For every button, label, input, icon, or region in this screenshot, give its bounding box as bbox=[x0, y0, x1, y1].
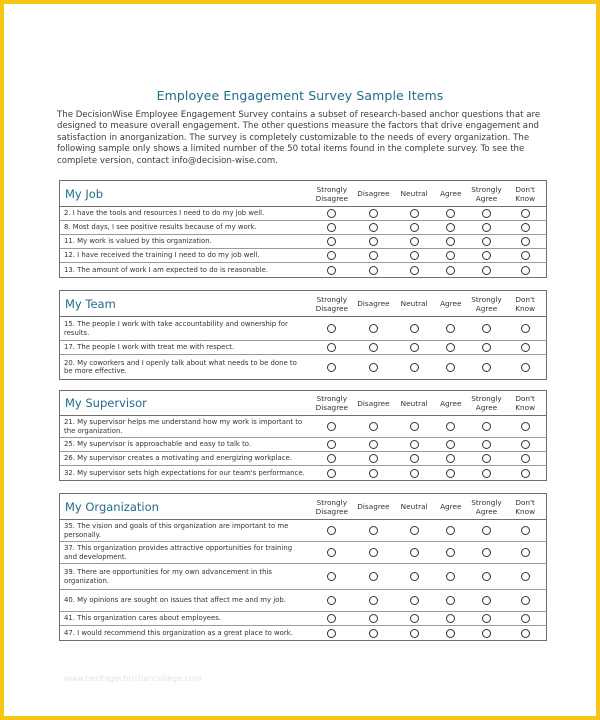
answer-cell bbox=[469, 596, 505, 605]
question-text: 8. Most days, I see positive results because of my work. bbox=[64, 223, 257, 232]
answer-cell bbox=[433, 237, 469, 246]
column-header: Agree bbox=[440, 189, 462, 198]
answer-cell bbox=[395, 237, 433, 246]
radio-option[interactable] bbox=[482, 469, 491, 478]
radio-option[interactable] bbox=[369, 223, 378, 232]
answer-cell bbox=[504, 629, 546, 638]
answer-cell bbox=[395, 548, 433, 557]
radio-option[interactable] bbox=[482, 572, 491, 581]
radio-option[interactable] bbox=[446, 614, 455, 623]
radio-option[interactable] bbox=[482, 251, 491, 260]
question-row bbox=[60, 452, 546, 466]
radio-option[interactable] bbox=[327, 548, 336, 557]
answer-cell bbox=[433, 440, 469, 449]
question-text: 32. My supervisor sets high expectations for our team's performance. bbox=[64, 468, 305, 477]
answer-cell bbox=[504, 596, 546, 605]
radio-option[interactable] bbox=[327, 469, 336, 478]
radio-option[interactable] bbox=[410, 614, 419, 623]
radio-option[interactable] bbox=[410, 469, 419, 478]
answer-cell bbox=[352, 440, 396, 449]
column-header: Strongly Disagree bbox=[315, 294, 349, 313]
radio-option[interactable] bbox=[327, 422, 336, 431]
answer-cell bbox=[469, 324, 505, 333]
question-text: 39. There are opportunities for my own advancement in this organization. bbox=[64, 568, 273, 585]
answer-cell bbox=[433, 614, 469, 623]
radio-option[interactable] bbox=[521, 251, 530, 260]
watermark-text: www.heritagechristiancollege.com bbox=[64, 674, 202, 683]
answer-cell bbox=[395, 526, 433, 535]
answer-cell bbox=[395, 343, 433, 352]
radio-option[interactable] bbox=[369, 440, 378, 449]
question-text: 13. The amount of work I am expected to do is reasonable. bbox=[64, 265, 268, 274]
section-my-organization bbox=[59, 493, 547, 641]
answer-cell bbox=[433, 266, 469, 275]
radio-option[interactable] bbox=[369, 209, 378, 218]
radio-option[interactable] bbox=[369, 324, 378, 333]
answer-cell bbox=[504, 223, 546, 232]
answer-cell bbox=[395, 596, 433, 605]
question-row bbox=[60, 207, 546, 221]
answer-cell bbox=[469, 454, 505, 463]
radio-option[interactable] bbox=[327, 266, 336, 275]
question-row bbox=[60, 221, 546, 235]
question-text: 37. This organization provides attractive opportunities for training and development. bbox=[64, 544, 293, 561]
radio-option[interactable] bbox=[482, 614, 491, 623]
answer-cell bbox=[504, 548, 546, 557]
answer-cell bbox=[504, 209, 546, 218]
radio-option[interactable] bbox=[446, 363, 455, 372]
question-text: 17. The people I work with treat me with respect. bbox=[64, 343, 235, 352]
radio-option[interactable] bbox=[369, 596, 378, 605]
question-text: 11. My work is valued by this organization. bbox=[64, 237, 212, 246]
section-header bbox=[60, 181, 546, 207]
radio-option[interactable] bbox=[446, 237, 455, 246]
question-row bbox=[60, 542, 546, 564]
question-row bbox=[60, 263, 546, 277]
radio-option[interactable] bbox=[410, 266, 419, 275]
answer-cell bbox=[433, 343, 469, 352]
section-title: My Organization bbox=[65, 499, 159, 514]
radio-option[interactable] bbox=[482, 629, 491, 638]
answer-cell bbox=[352, 454, 396, 463]
answer-cell bbox=[433, 454, 469, 463]
radio-option[interactable] bbox=[410, 363, 419, 372]
section-my-supervisor bbox=[59, 390, 547, 481]
column-header: Agree bbox=[440, 299, 462, 308]
answer-cell bbox=[352, 469, 396, 478]
radio-option[interactable] bbox=[410, 629, 419, 638]
radio-option[interactable] bbox=[521, 440, 530, 449]
answer-cell bbox=[312, 237, 352, 246]
question-row bbox=[60, 438, 546, 452]
answer-cell bbox=[433, 363, 469, 372]
answer-cell bbox=[504, 363, 546, 372]
radio-option[interactable] bbox=[446, 324, 455, 333]
radio-option[interactable] bbox=[410, 223, 419, 232]
question-row bbox=[60, 317, 546, 341]
radio-option[interactable] bbox=[327, 572, 336, 581]
radio-option[interactable] bbox=[410, 343, 419, 352]
answer-cell bbox=[433, 251, 469, 260]
radio-option[interactable] bbox=[327, 343, 336, 352]
radio-option[interactable] bbox=[369, 422, 378, 431]
radio-option[interactable] bbox=[446, 572, 455, 581]
answer-cell bbox=[312, 469, 352, 478]
answer-cell bbox=[469, 266, 505, 275]
column-header: Neutral bbox=[400, 189, 428, 198]
column-header: Disagree bbox=[357, 299, 390, 308]
answer-cell bbox=[433, 572, 469, 581]
answer-cell bbox=[504, 469, 546, 478]
section-title: My Job bbox=[65, 186, 104, 201]
answer-cell bbox=[352, 572, 396, 581]
column-header: Don't Know bbox=[515, 497, 536, 516]
answer-cell bbox=[352, 548, 396, 557]
column-header: Neutral bbox=[400, 502, 428, 511]
radio-option[interactable] bbox=[369, 469, 378, 478]
column-header: Agree bbox=[440, 398, 462, 408]
radio-option[interactable] bbox=[521, 223, 530, 232]
question-text: 20. My coworkers and I openly talk about what needs to be done to be more effective. bbox=[64, 358, 297, 375]
answer-cell bbox=[352, 343, 396, 352]
radio-option[interactable] bbox=[327, 363, 336, 372]
answer-cell bbox=[395, 266, 433, 275]
radio-option[interactable] bbox=[521, 343, 530, 352]
radio-option[interactable] bbox=[369, 572, 378, 581]
radio-option[interactable] bbox=[369, 614, 378, 623]
answer-cell bbox=[312, 343, 352, 352]
radio-option[interactable] bbox=[482, 454, 491, 463]
radio-option[interactable] bbox=[446, 469, 455, 478]
section-header bbox=[60, 291, 546, 317]
answer-cell bbox=[395, 422, 433, 431]
radio-option[interactable] bbox=[327, 440, 336, 449]
question-text: 40. My opinions are sought on issues that affect me and my job. bbox=[64, 596, 286, 605]
radio-option[interactable] bbox=[410, 454, 419, 463]
answer-cell bbox=[504, 324, 546, 333]
column-header: Don't Know bbox=[515, 184, 536, 203]
column-header: Strongly Disagree bbox=[315, 184, 349, 203]
section-title: My Supervisor bbox=[65, 396, 147, 410]
answer-cell bbox=[312, 572, 352, 581]
answer-cell bbox=[433, 596, 469, 605]
answer-cell bbox=[469, 526, 505, 535]
radio-option[interactable] bbox=[521, 469, 530, 478]
answer-cell bbox=[469, 343, 505, 352]
answer-cell bbox=[433, 209, 469, 218]
answer-cell bbox=[352, 629, 396, 638]
survey-page bbox=[4, 4, 596, 716]
column-header: Disagree bbox=[357, 189, 390, 198]
section-my-team bbox=[59, 290, 547, 380]
column-header: Strongly Agree bbox=[471, 497, 502, 516]
column-header: Strongly Disagree bbox=[315, 394, 349, 412]
radio-option[interactable] bbox=[369, 454, 378, 463]
radio-option[interactable] bbox=[446, 343, 455, 352]
answer-cell bbox=[469, 251, 505, 260]
answer-cell bbox=[352, 237, 396, 246]
radio-option[interactable] bbox=[410, 237, 419, 246]
answer-cell bbox=[312, 526, 352, 535]
answer-cell bbox=[352, 363, 396, 372]
answer-cell bbox=[352, 614, 396, 623]
radio-option[interactable] bbox=[446, 251, 455, 260]
radio-option[interactable] bbox=[327, 209, 336, 218]
answer-cell bbox=[395, 324, 433, 333]
answer-cell bbox=[469, 237, 505, 246]
radio-option[interactable] bbox=[327, 596, 336, 605]
answer-cell bbox=[312, 596, 352, 605]
question-text: 15. The people I work with take accountability and ownership for results. bbox=[64, 320, 288, 337]
answer-cell bbox=[395, 209, 433, 218]
answer-cell bbox=[312, 223, 352, 232]
radio-option[interactable] bbox=[327, 629, 336, 638]
radio-option[interactable] bbox=[369, 343, 378, 352]
radio-option[interactable] bbox=[521, 526, 530, 535]
answer-cell bbox=[352, 324, 396, 333]
radio-option[interactable] bbox=[410, 596, 419, 605]
radio-option[interactable] bbox=[521, 614, 530, 623]
answer-cell bbox=[504, 614, 546, 623]
answer-cell bbox=[395, 363, 433, 372]
question-text: 47. I would recommend this organization as a great place to work. bbox=[64, 628, 293, 637]
answer-cell bbox=[469, 440, 505, 449]
column-header: Strongly Disagree bbox=[315, 497, 349, 516]
answer-cell bbox=[352, 422, 396, 431]
answer-cell bbox=[504, 526, 546, 535]
radio-option[interactable] bbox=[482, 548, 491, 557]
answer-cell bbox=[504, 454, 546, 463]
answer-cell bbox=[352, 266, 396, 275]
answer-cell bbox=[469, 572, 505, 581]
radio-option[interactable] bbox=[482, 237, 491, 246]
radio-option[interactable] bbox=[521, 209, 530, 218]
column-header: Strongly Agree bbox=[471, 184, 502, 203]
question-row bbox=[60, 249, 546, 263]
answer-cell bbox=[312, 363, 352, 372]
question-row bbox=[60, 235, 546, 249]
radio-option[interactable] bbox=[482, 266, 491, 275]
answer-cell bbox=[469, 548, 505, 557]
answer-cell bbox=[469, 614, 505, 623]
answer-cell bbox=[312, 629, 352, 638]
radio-option[interactable] bbox=[327, 526, 336, 535]
radio-option[interactable] bbox=[410, 209, 419, 218]
radio-option[interactable] bbox=[521, 596, 530, 605]
radio-option[interactable] bbox=[482, 209, 491, 218]
answer-cell bbox=[312, 266, 352, 275]
column-header: Disagree bbox=[357, 398, 390, 408]
answer-cell bbox=[352, 209, 396, 218]
radio-option[interactable] bbox=[446, 629, 455, 638]
radio-option[interactable] bbox=[410, 526, 419, 535]
question-row bbox=[60, 355, 546, 379]
radio-option[interactable] bbox=[369, 629, 378, 638]
radio-option[interactable] bbox=[482, 422, 491, 431]
section-my-job bbox=[59, 180, 547, 278]
answer-cell bbox=[352, 526, 396, 535]
question-text: 12. I have received the training I need to do my job well. bbox=[64, 251, 260, 260]
answer-cell bbox=[395, 223, 433, 232]
radio-option[interactable] bbox=[482, 324, 491, 333]
answer-cell bbox=[504, 237, 546, 246]
question-text: 41. This organization cares about employees. bbox=[64, 614, 222, 623]
question-row bbox=[60, 466, 546, 480]
radio-option[interactable] bbox=[482, 526, 491, 535]
question-row bbox=[60, 520, 546, 542]
answer-cell bbox=[504, 266, 546, 275]
radio-option[interactable] bbox=[410, 572, 419, 581]
question-row bbox=[60, 612, 546, 626]
radio-option[interactable] bbox=[446, 223, 455, 232]
section-header bbox=[60, 494, 546, 520]
radio-option[interactable] bbox=[369, 237, 378, 246]
radio-option[interactable] bbox=[446, 454, 455, 463]
radio-option[interactable] bbox=[327, 237, 336, 246]
page-title: Employee Engagement Survey Sample Items bbox=[156, 88, 444, 103]
radio-option[interactable] bbox=[521, 629, 530, 638]
answer-cell bbox=[433, 324, 469, 333]
radio-option[interactable] bbox=[369, 548, 378, 557]
radio-option[interactable] bbox=[521, 237, 530, 246]
answer-cell bbox=[395, 614, 433, 623]
radio-option[interactable] bbox=[446, 596, 455, 605]
column-header: Don't Know bbox=[515, 294, 536, 313]
answer-cell bbox=[395, 454, 433, 463]
question-row bbox=[60, 590, 546, 612]
section-header bbox=[60, 391, 546, 416]
radio-option[interactable] bbox=[521, 324, 530, 333]
radio-option[interactable] bbox=[446, 548, 455, 557]
radio-option[interactable] bbox=[482, 440, 491, 449]
answer-cell bbox=[469, 223, 505, 232]
answer-cell bbox=[504, 422, 546, 431]
question-text: 35. The vision and goals of this organization are important to me personally. bbox=[64, 522, 289, 539]
answer-cell bbox=[469, 422, 505, 431]
radio-option[interactable] bbox=[327, 223, 336, 232]
radio-option[interactable] bbox=[446, 209, 455, 218]
answer-cell bbox=[312, 548, 352, 557]
answer-cell bbox=[504, 440, 546, 449]
answer-cell bbox=[395, 440, 433, 449]
radio-option[interactable] bbox=[410, 251, 419, 260]
answer-cell bbox=[504, 572, 546, 581]
section-title: My Team bbox=[65, 296, 116, 311]
question-text: 26. My supervisor creates a motivating and energizing workplace. bbox=[64, 454, 292, 463]
question-row bbox=[60, 626, 546, 640]
answer-cell bbox=[312, 251, 352, 260]
radio-option[interactable] bbox=[482, 596, 491, 605]
column-header: Neutral bbox=[400, 299, 428, 308]
radio-option[interactable] bbox=[521, 454, 530, 463]
answer-cell bbox=[352, 596, 396, 605]
column-header: Disagree bbox=[357, 502, 390, 511]
column-header: Don't Know bbox=[515, 394, 536, 412]
column-header: Agree bbox=[440, 502, 462, 511]
radio-option[interactable] bbox=[369, 363, 378, 372]
radio-option[interactable] bbox=[521, 363, 530, 372]
radio-option[interactable] bbox=[446, 440, 455, 449]
answer-cell bbox=[312, 440, 352, 449]
answer-cell bbox=[312, 324, 352, 333]
question-text: 21. My supervisor helps me understand how my work is important to the organization. bbox=[64, 418, 303, 435]
question-row bbox=[60, 564, 546, 590]
answer-cell bbox=[395, 251, 433, 260]
radio-option[interactable] bbox=[521, 572, 530, 581]
answer-cell bbox=[469, 629, 505, 638]
radio-option[interactable] bbox=[327, 614, 336, 623]
radio-option[interactable] bbox=[482, 363, 491, 372]
answer-cell bbox=[469, 469, 505, 478]
question-text: 25. My supervisor is approachable and easy to talk to. bbox=[64, 440, 252, 449]
question-row bbox=[60, 416, 546, 438]
answer-cell bbox=[352, 251, 396, 260]
answer-cell bbox=[469, 209, 505, 218]
radio-option[interactable] bbox=[521, 422, 530, 431]
radio-option[interactable] bbox=[369, 526, 378, 535]
radio-option[interactable] bbox=[410, 440, 419, 449]
radio-option[interactable] bbox=[521, 266, 530, 275]
radio-option[interactable] bbox=[521, 548, 530, 557]
intro-paragraph: The DecisionWise Employee Engagement Survey contains a subset of research-based anchor questions that are designed to measure overall engagement. The other questions measure the factors that drive engagement and satisfaction in anorganization. The survey is completely customizable to the needs of every organization. The following sample only shows a limited number of the 50 total items found in the complete survey. To see the complete version, contact info@decision-wise.com. bbox=[57, 110, 541, 166]
radio-option[interactable] bbox=[410, 548, 419, 557]
radio-option[interactable] bbox=[327, 454, 336, 463]
answer-cell bbox=[469, 363, 505, 372]
radio-option[interactable] bbox=[327, 324, 336, 333]
answer-cell bbox=[504, 251, 546, 260]
answer-cell bbox=[433, 422, 469, 431]
radio-option[interactable] bbox=[327, 251, 336, 260]
answer-cell bbox=[312, 614, 352, 623]
question-text: 2. I have the tools and resources I need to do my job well. bbox=[64, 209, 265, 218]
radio-option[interactable] bbox=[410, 422, 419, 431]
answer-cell bbox=[395, 572, 433, 581]
answer-cell bbox=[433, 223, 469, 232]
answer-cell bbox=[395, 629, 433, 638]
radio-option[interactable] bbox=[369, 251, 378, 260]
answer-cell bbox=[312, 209, 352, 218]
radio-option[interactable] bbox=[446, 422, 455, 431]
radio-option[interactable] bbox=[446, 266, 455, 275]
column-header: Strongly Agree bbox=[471, 294, 502, 313]
radio-option[interactable] bbox=[410, 324, 419, 333]
answer-cell bbox=[312, 454, 352, 463]
answer-cell bbox=[395, 469, 433, 478]
radio-option[interactable] bbox=[482, 223, 491, 232]
column-header: Strongly Agree bbox=[471, 394, 502, 412]
question-row bbox=[60, 341, 546, 355]
answer-cell bbox=[433, 629, 469, 638]
radio-option[interactable] bbox=[482, 343, 491, 352]
answer-cell bbox=[433, 526, 469, 535]
answer-cell bbox=[433, 469, 469, 478]
answer-cell bbox=[504, 343, 546, 352]
column-header: Neutral bbox=[400, 398, 428, 408]
answer-cell bbox=[312, 422, 352, 431]
answer-cell bbox=[352, 223, 396, 232]
radio-option[interactable] bbox=[446, 526, 455, 535]
answer-cell bbox=[433, 548, 469, 557]
radio-option[interactable] bbox=[369, 266, 378, 275]
